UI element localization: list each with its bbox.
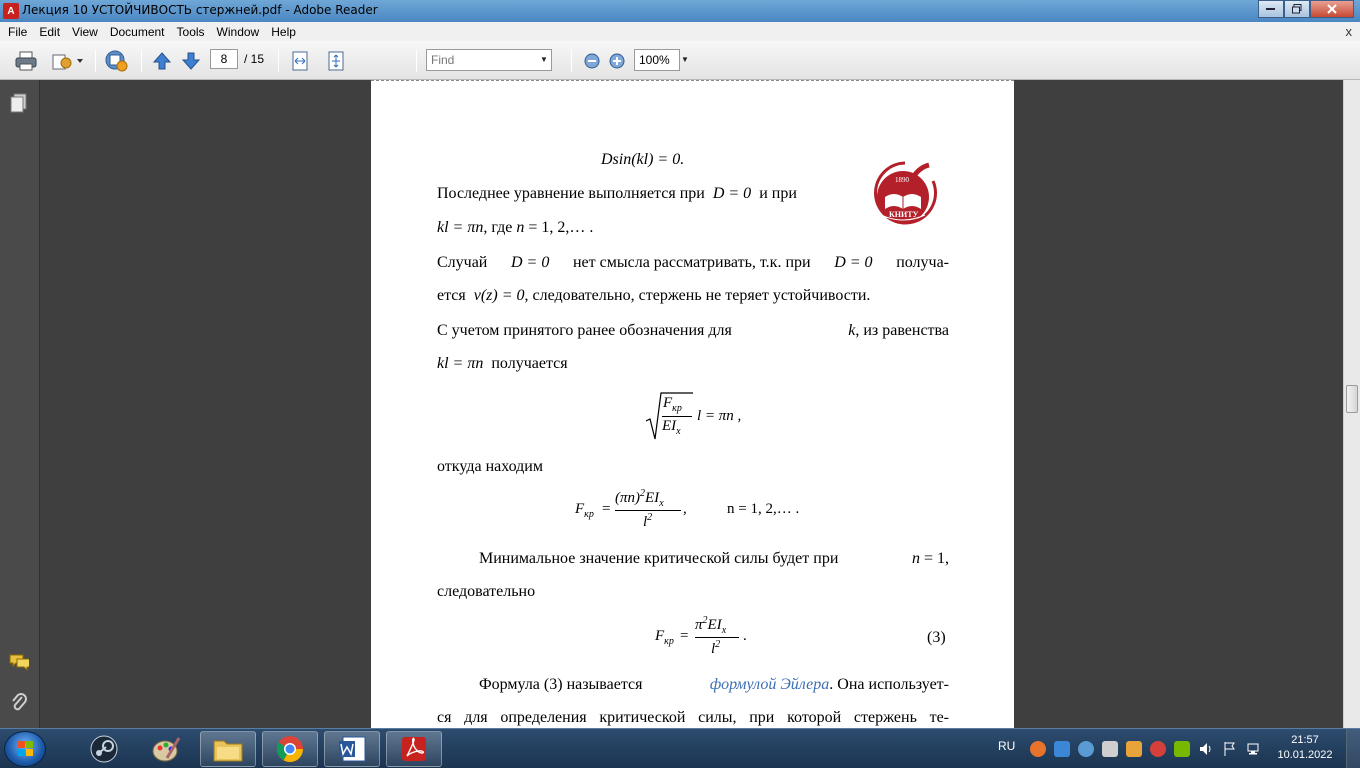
- text-span: нет смысла рассматривать, т.к. при: [572, 254, 811, 271]
- toolbar-separator: [95, 50, 96, 72]
- text-span: Последнее уравнение выполняется при: [437, 185, 705, 202]
- math-span: k: [848, 322, 856, 339]
- next-page-icon: [181, 51, 201, 71]
- volume-icon: [1198, 741, 1214, 757]
- prev-page-icon: [152, 51, 172, 71]
- taskbar-acrobat[interactable]: [386, 731, 442, 767]
- sqrt-rest: l = πn ,: [697, 408, 742, 424]
- text-line: [437, 322, 949, 340]
- navigation-panel: [0, 80, 40, 728]
- text-span: С учетом принятого ранее обозначения для: [437, 322, 732, 339]
- math-subscript: кр: [664, 636, 674, 647]
- language-indicator[interactable]: RU: [998, 739, 1016, 753]
- text-span: получается: [491, 355, 568, 372]
- equation-sqrt: [645, 391, 755, 443]
- taskbar-steam[interactable]: [76, 731, 132, 767]
- fraction-bar: [695, 637, 739, 638]
- pages-panel-button[interactable]: [9, 92, 29, 114]
- pages-icon: [10, 93, 28, 113]
- text-line: откуда находим: [437, 458, 543, 475]
- taskbar-word[interactable]: [324, 731, 380, 767]
- text-span: Формула (3) называется: [479, 676, 643, 693]
- zoom-in-button[interactable]: [607, 49, 627, 73]
- menu-bar: [0, 22, 1360, 41]
- menu-help[interactable]: Help: [271, 24, 296, 39]
- windows-logo-icon: [5, 732, 47, 768]
- math-span: n: [516, 219, 525, 236]
- eq-denominator: [643, 512, 652, 531]
- sqrt-denominator: [662, 418, 681, 437]
- collaborate-button[interactable]: [102, 49, 132, 73]
- math-span: F: [575, 501, 585, 517]
- system-clock[interactable]: [1272, 733, 1338, 763]
- collaborate-icon: [104, 49, 130, 73]
- math-span: D = 0: [511, 254, 550, 271]
- eq-numerator: [695, 615, 726, 636]
- tray-volume-icon[interactable]: [1198, 741, 1214, 757]
- text-line: ся для определения критической силы, при которой стержень те-: [437, 709, 949, 726]
- close-document-icon[interactable]: x: [1345, 24, 1352, 39]
- fit-width-icon: [291, 51, 309, 71]
- toolbar-separator: [141, 50, 142, 72]
- comments-icon: [9, 653, 29, 671]
- text-line: [479, 550, 949, 568]
- logo-year: 1890: [895, 176, 909, 184]
- tray-nvidia-icon[interactable]: [1174, 741, 1190, 757]
- restore-icon: [1292, 4, 1302, 14]
- menu-document[interactable]: Document: [109, 24, 165, 39]
- taskbar-explorer[interactable]: [200, 731, 256, 767]
- page-number-input[interactable]: 8: [210, 49, 238, 69]
- eq-denominator: [711, 639, 720, 658]
- text-line: [437, 355, 568, 373]
- toolbar-separator: [278, 50, 279, 72]
- text-span: Минимальное значение критической силы будет при: [479, 550, 839, 567]
- page-total-label: / 15: [244, 52, 265, 66]
- math-span: l: [643, 514, 648, 530]
- minimize-icon: [1266, 7, 1276, 11]
- university-logo: [869, 157, 941, 229]
- acrobat-icon: [399, 734, 429, 764]
- math-superscript: 2: [715, 639, 721, 650]
- text-span: ется: [437, 287, 466, 304]
- eq-lhs: [575, 501, 594, 520]
- text-line: [437, 287, 870, 305]
- fit-width-button[interactable]: [288, 49, 312, 73]
- text-line: [437, 219, 593, 237]
- restore-button[interactable]: [1284, 0, 1310, 18]
- text-line: [479, 676, 949, 694]
- clock-date: 10.01.2022: [1277, 749, 1333, 761]
- taskbar-paint[interactable]: [138, 731, 194, 767]
- text-span: = 1, 2,… .: [528, 219, 594, 236]
- zoom-in-icon: [609, 53, 625, 69]
- steam-icon: [89, 734, 119, 764]
- menu-edit[interactable]: Edit: [39, 24, 61, 39]
- math-span: EI: [707, 617, 722, 633]
- find-input[interactable]: Find: [426, 49, 552, 71]
- math-span: F: [663, 395, 673, 411]
- toolbar: [0, 41, 1360, 80]
- toolbar-separator: [416, 50, 417, 72]
- word-icon: [337, 734, 367, 764]
- pdf-page: [371, 80, 1014, 728]
- math-span: n: [911, 550, 920, 567]
- tray-flag-icon[interactable]: [1222, 741, 1238, 757]
- fit-page-button[interactable]: [324, 49, 348, 73]
- math-superscript: 2: [647, 512, 653, 523]
- text-span: Случай: [437, 254, 488, 271]
- sqrt-numerator: [663, 395, 682, 414]
- zoom-select[interactable]: 100%: [634, 49, 680, 71]
- menu-view[interactable]: View: [72, 24, 98, 39]
- show-desktop-button[interactable]: [1346, 729, 1360, 768]
- eq-numerator: [615, 488, 664, 509]
- vertical-scrollbar[interactable]: [1343, 80, 1360, 728]
- close-button[interactable]: [1310, 0, 1354, 18]
- math-span: D = 0: [834, 254, 873, 271]
- text-span: = 1,: [923, 550, 949, 567]
- text-span: , следовательно, стержень не теряет устойчивости.: [524, 287, 871, 304]
- clock-time: 21:57: [1291, 734, 1319, 746]
- tray-security-icon[interactable]: [1150, 741, 1166, 757]
- math-subscript: x: [676, 426, 681, 437]
- fraction-bar: [662, 416, 692, 417]
- text-span: получа-: [896, 254, 949, 271]
- math-span: l: [711, 641, 716, 657]
- math-span: v(z) = 0: [473, 287, 525, 304]
- eq-lhs: [655, 628, 674, 647]
- menu-tools[interactable]: Tools: [176, 24, 205, 39]
- attachments-panel-button[interactable]: [9, 692, 29, 714]
- title-bar: [0, 0, 1360, 22]
- math-superscript: 2: [702, 615, 708, 626]
- math-subscript: x: [721, 625, 727, 636]
- math-span: kl = πn: [437, 355, 484, 372]
- paint-icon: [151, 734, 181, 764]
- text-span: . Она использует-: [829, 676, 949, 693]
- math-span: π: [695, 617, 703, 633]
- tray-app-icon[interactable]: [1030, 741, 1046, 757]
- eq-equals: =: [602, 501, 611, 517]
- math-span: (πn): [615, 490, 641, 506]
- text-line: [437, 254, 949, 272]
- math-subscript: x: [659, 498, 664, 509]
- document-viewport[interactable]: [41, 80, 1343, 728]
- logo-text: КНИТУ: [889, 210, 919, 219]
- zoom-dropdown-icon[interactable]: ▼: [681, 55, 689, 64]
- tray-steam-icon[interactable]: [1078, 741, 1094, 757]
- euler-formula-link[interactable]: формулой Эйлера: [709, 676, 830, 693]
- equation-fcr-n: [575, 486, 835, 536]
- math-subscript: кр: [672, 403, 682, 414]
- eq-comma: ,: [683, 501, 687, 517]
- paperclip-icon: [10, 693, 28, 713]
- share-icon: [51, 51, 83, 71]
- zoom-out-icon: [584, 53, 600, 69]
- start-button[interactable]: [4, 731, 46, 767]
- text-span: , из равенства: [855, 322, 949, 339]
- eq-dot: .: [743, 628, 747, 644]
- fit-page-icon: [327, 51, 345, 71]
- print-icon: [15, 51, 37, 71]
- chrome-icon: [275, 734, 305, 764]
- toolbar-separator: [571, 50, 572, 72]
- menu-file[interactable]: File: [8, 24, 28, 39]
- find-dropdown-icon[interactable]: ▼: [540, 55, 548, 64]
- adobe-reader-icon: A: [3, 3, 19, 19]
- fraction-bar: [615, 510, 681, 511]
- math-span: EI: [662, 418, 677, 434]
- network-icon: [1246, 741, 1262, 757]
- text-line: следовательно: [437, 583, 536, 600]
- math-span: kl = πn: [437, 219, 484, 236]
- scrollbar-thumb[interactable]: [1346, 385, 1358, 413]
- comments-panel-button[interactable]: [9, 651, 29, 673]
- taskbar: [0, 728, 1360, 768]
- action-center-icon: [1222, 741, 1238, 757]
- next-page-button[interactable]: [179, 49, 203, 73]
- window-controls: [1258, 0, 1354, 18]
- prev-page-button[interactable]: [150, 49, 174, 73]
- text-span: , где: [483, 219, 513, 236]
- math-subscript: кр: [584, 509, 594, 520]
- zoom-out-button[interactable]: [582, 49, 602, 73]
- math-span: F: [655, 628, 665, 644]
- tray-network-icon[interactable]: [1246, 741, 1262, 757]
- math-span: EI: [645, 490, 660, 506]
- taskbar-chrome[interactable]: [262, 731, 318, 767]
- print-button[interactable]: [12, 49, 40, 73]
- explorer-icon: [212, 735, 244, 763]
- math-superscript: 2: [640, 488, 646, 499]
- math-span: D = 0: [712, 185, 752, 202]
- tray-network-app-icon[interactable]: [1054, 741, 1070, 757]
- close-icon: [1326, 3, 1338, 15]
- menu-window[interactable]: Window: [216, 24, 260, 39]
- text-line: [437, 185, 797, 203]
- tray-tool-icon[interactable]: [1102, 741, 1118, 757]
- tray-update-icon[interactable]: [1126, 741, 1142, 757]
- share-button[interactable]: [48, 49, 86, 73]
- text-span: и при: [759, 185, 797, 202]
- eq-n-values: n = 1, 2,… .: [727, 501, 800, 517]
- equation-number: (3): [927, 629, 946, 646]
- minimize-button[interactable]: [1258, 0, 1284, 18]
- equation-dsin: Dsin(kl) = 0.: [601, 151, 685, 168]
- equation-euler: [655, 613, 775, 663]
- eq-equals: =: [680, 628, 689, 644]
- window-title: Лекция 10 УСТОЙЧИВОСТЬ стержней.pdf - Adobe Reader: [22, 3, 378, 17]
